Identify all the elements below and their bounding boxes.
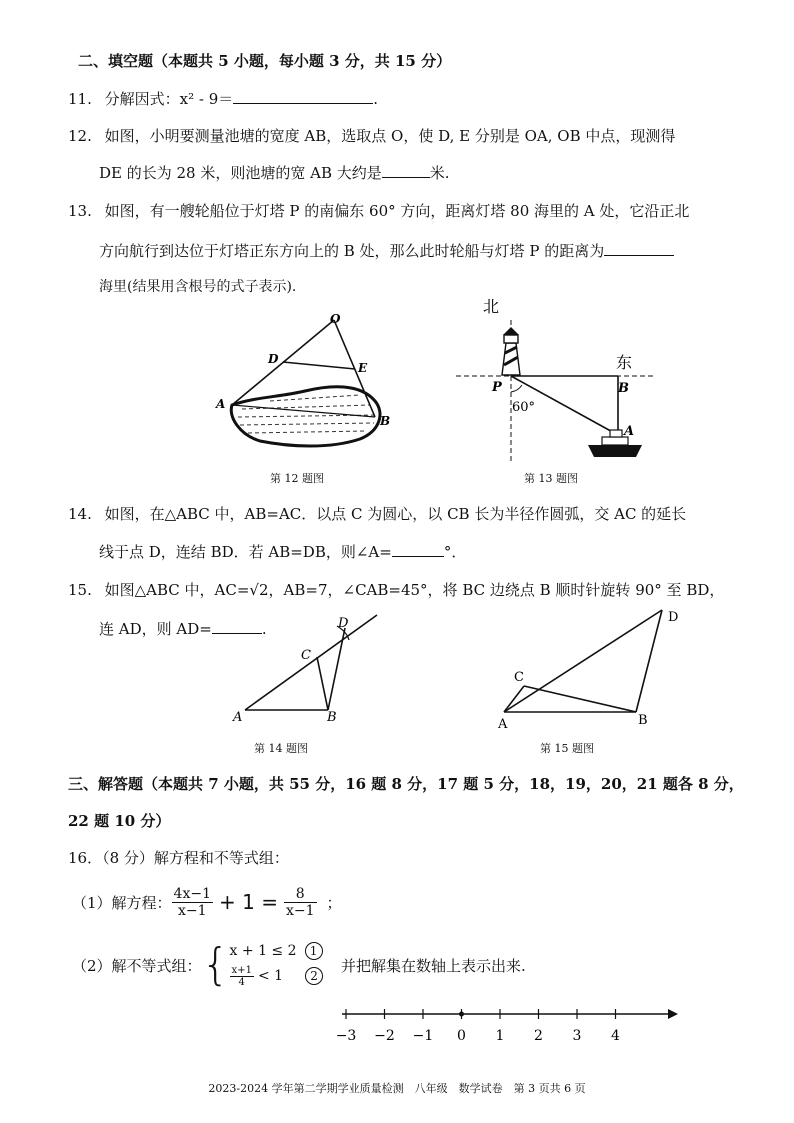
q16-plus-one-equals: + 1 = — [219, 890, 278, 914]
tick-label-minus-1: −1 — [412, 1028, 434, 1044]
circled-1-icon: 1 — [305, 942, 323, 960]
page-footer: 2023-2024 学年第二学期学业质量检测 八年级 数学试卷 第 3 页共 6 页 — [208, 1082, 586, 1095]
q15-number: 15. — [68, 581, 92, 599]
tick-label-minus-3: −3 — [335, 1028, 357, 1044]
line-AD — [504, 610, 662, 712]
question-11 — [68, 88, 378, 109]
q13-number: 13. — [68, 202, 92, 220]
number-line — [335, 1000, 683, 1048]
circled-2-icon: 2 — [305, 967, 323, 985]
question-13-line1 — [68, 200, 689, 221]
figure-15-caption: 第 15 题图 — [540, 742, 594, 755]
line-AC — [504, 686, 524, 712]
question-13-line2 — [99, 240, 674, 261]
q14-answer-blank[interactable] — [392, 542, 444, 557]
question-14-line1 — [68, 503, 686, 524]
figure-13-caption: 第 13 题图 — [524, 472, 578, 485]
label-east: 东 — [616, 353, 633, 372]
inequality-1 — [230, 940, 323, 962]
tick-label-minus-2: −2 — [374, 1028, 395, 1044]
angle-arc — [511, 385, 522, 392]
label-O: O — [330, 312, 341, 326]
q16-fraction-2 — [284, 886, 317, 919]
q12-line2-end: 米. — [429, 164, 450, 182]
figure-12-caption: 第 12 题图 — [270, 472, 324, 485]
question-14-line2 — [99, 541, 466, 562]
label-B: B — [638, 713, 648, 728]
q11-number: 11. — [68, 90, 92, 108]
label-C: C — [301, 648, 311, 663]
inequality-2-denominator: 4 — [238, 976, 245, 988]
section-3-heading-line1: 三、解答题（本题共 7 小题，共 55 分，16 题 8 分，17 题 5 分，18，19，20，21 题各 8 分， — [68, 775, 744, 793]
inequality-system — [230, 940, 323, 990]
q14-line2-text: 线于点 D，连结 BD．若 AB=DB，则∠A= — [99, 543, 392, 561]
figure-14 — [225, 610, 385, 730]
question-16-part1 — [72, 880, 342, 924]
label-A: A — [624, 424, 635, 439]
q16-fraction-1-numerator: 4x−1 — [173, 885, 211, 902]
label-A: A — [216, 397, 226, 411]
q13-line1-text: 如图，有一艘轮船位于灯塔 P 的南偏东 60° 方向，距离灯塔 80 海里的 A 处，它沿正北 — [104, 202, 690, 220]
q16-fraction-2-numerator: 8 — [284, 886, 317, 903]
label-angle-60: 60° — [512, 400, 536, 415]
tick-label-4: 4 — [611, 1028, 620, 1044]
origin-dot — [459, 1012, 464, 1017]
label-P: P — [492, 380, 502, 395]
brace-icon: { — [201, 939, 230, 990]
label-north: 北 — [483, 297, 500, 316]
question-12-line1 — [68, 125, 675, 146]
tick-label-0: 0 — [457, 1028, 466, 1044]
label-B: B — [618, 381, 629, 396]
figure-12 — [210, 305, 410, 465]
question-15-line1 — [68, 579, 724, 600]
q11-text: 分解因式：x² - 9＝ — [104, 90, 234, 108]
question-16-intro: 16．（8 分）解方程和不等式组： — [68, 849, 289, 867]
label-D: D — [268, 352, 279, 366]
label-E: E — [358, 361, 368, 375]
q12-answer-blank[interactable] — [382, 163, 430, 178]
figure-14-caption: 第 14 题图 — [254, 742, 308, 755]
q16-p2-label: （2）解不等式组： — [72, 956, 202, 975]
q16-p1-end: ； — [326, 893, 342, 912]
question-13-line3: 海里(结果用含根号的式子表示). — [99, 279, 297, 295]
q15-line1-text: 如图△ABC 中，AC=√2，AB=7，∠CAB=45°，将 BC 边绕点 B 顺时针旋转 90° 至 BD， — [104, 581, 725, 599]
arrow-right-icon — [668, 1009, 678, 1019]
q13-line2-text: 方向航行到达位于灯塔正东方向上的 B 处，那么此时轮船与灯塔 P 的距离为 — [99, 242, 605, 260]
line-AD — [245, 615, 377, 710]
q11-answer-blank[interactable] — [233, 89, 373, 104]
q11-end: . — [373, 90, 379, 108]
q16-p2-tail: 并把解集在数轴上表示出来. — [341, 956, 526, 975]
q16-p1-label: （1）解方程： — [72, 893, 172, 912]
label-D: D — [338, 616, 349, 631]
section-3-heading-line2: 22 题 10 分） — [68, 812, 171, 830]
label-B: B — [380, 414, 391, 428]
tick-label-3: 3 — [572, 1028, 582, 1044]
figure-13 — [450, 295, 660, 470]
line-CB — [317, 657, 328, 710]
q15-line2-text: 连 AD，则 AD= — [99, 620, 212, 638]
label-C: C — [514, 670, 524, 685]
figure-15 — [490, 600, 690, 735]
label-B: B — [327, 710, 337, 725]
inequality-2-relation: < 1 — [257, 968, 284, 984]
section-2-heading: 二、填空题（本题共 5 小题，每小题 3 分，共 15 分） — [78, 52, 452, 70]
inequality-2-numerator: x+1 — [231, 964, 252, 976]
tick-label-2: 2 — [534, 1028, 543, 1044]
q12-line1-text: 如图，小明要测量池塘的宽度 AB，选取点 O，使 D, E 分别是 OA, OB 中点，现测得 — [104, 127, 676, 145]
line-CB — [524, 686, 636, 712]
q12-number: 12. — [68, 127, 92, 145]
lighthouse-icon — [502, 327, 520, 375]
inequality-2-fraction — [230, 965, 254, 988]
inequality-1-text: x + 1 ≤ 2 — [229, 943, 297, 959]
q13-answer-blank[interactable] — [604, 241, 674, 256]
q16-fraction-2-denominator: x−1 — [285, 902, 315, 919]
q14-line1-text: 如图，在△ABC 中，AB=AC．以点 C 为圆心，以 CB 长为半径作圆弧，交 AC 的延长 — [104, 505, 687, 523]
line-DB — [328, 628, 345, 710]
q12-line2-text: DE 的长为 28 米，则池塘的宽 AB 大约是 — [99, 164, 382, 182]
question-12-line2 — [99, 162, 450, 183]
q16-fraction-1 — [172, 886, 213, 919]
q16-fraction-1-denominator: x−1 — [178, 902, 207, 919]
label-D: D — [668, 610, 679, 625]
q15-line2-end: . — [261, 620, 267, 638]
label-A: A — [233, 710, 243, 725]
q14-number: 14. — [68, 505, 92, 523]
tick-label-1: 1 — [495, 1028, 505, 1044]
q14-line2-end: °． — [443, 543, 467, 561]
label-A: A — [498, 717, 508, 732]
line-BD — [636, 610, 662, 712]
question-16-part2 — [72, 940, 526, 990]
line-DE — [283, 362, 355, 369]
inequality-2 — [230, 962, 323, 990]
